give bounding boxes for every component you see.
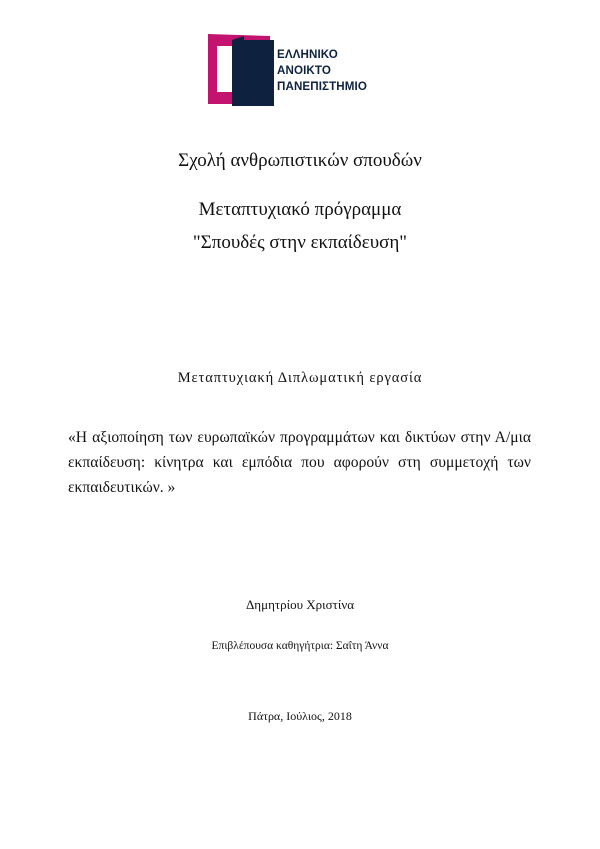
university-emblem-icon	[208, 34, 278, 106]
supervisor: Επιβλέπουσα καθηγήτρια: Σαΐτη Άννα	[211, 640, 389, 652]
program-label: Μεταπτυχιακό πρόγραμμα	[198, 199, 402, 220]
author-name: Δημητρίου Χριστίνα	[245, 597, 355, 612]
thesis-type: Μεταπτυχιακή Διπλωματική εργασία	[177, 370, 423, 386]
university-name-line-3: ΠΑΝΕΠΙΣΤΗΜΙΟ	[277, 80, 367, 93]
university-name	[277, 47, 367, 95]
program-name: "Σπουδές στην εκπαίδευση"	[192, 232, 408, 253]
school-name: Σχολή ανθρωπιστικών σπουδών	[178, 150, 422, 171]
university-name-line-2: ΑΝΟΙΚΤΟ	[277, 64, 331, 77]
university-name-line-1: ΕΛΛΗΝΙΚΟ	[277, 48, 338, 61]
place-date: Πάτρα, Ιούλιος, 2018	[248, 709, 352, 723]
thesis-title: «Η αξιοποίηση των ευρωπαϊκών προγραμμάτων και δικτύων στην Α/μια εκπαίδευση: κίνητρα και εμπόδια που αφορούν στη συμμετοχή των εκπαιδευτικών. »	[68, 429, 531, 496]
